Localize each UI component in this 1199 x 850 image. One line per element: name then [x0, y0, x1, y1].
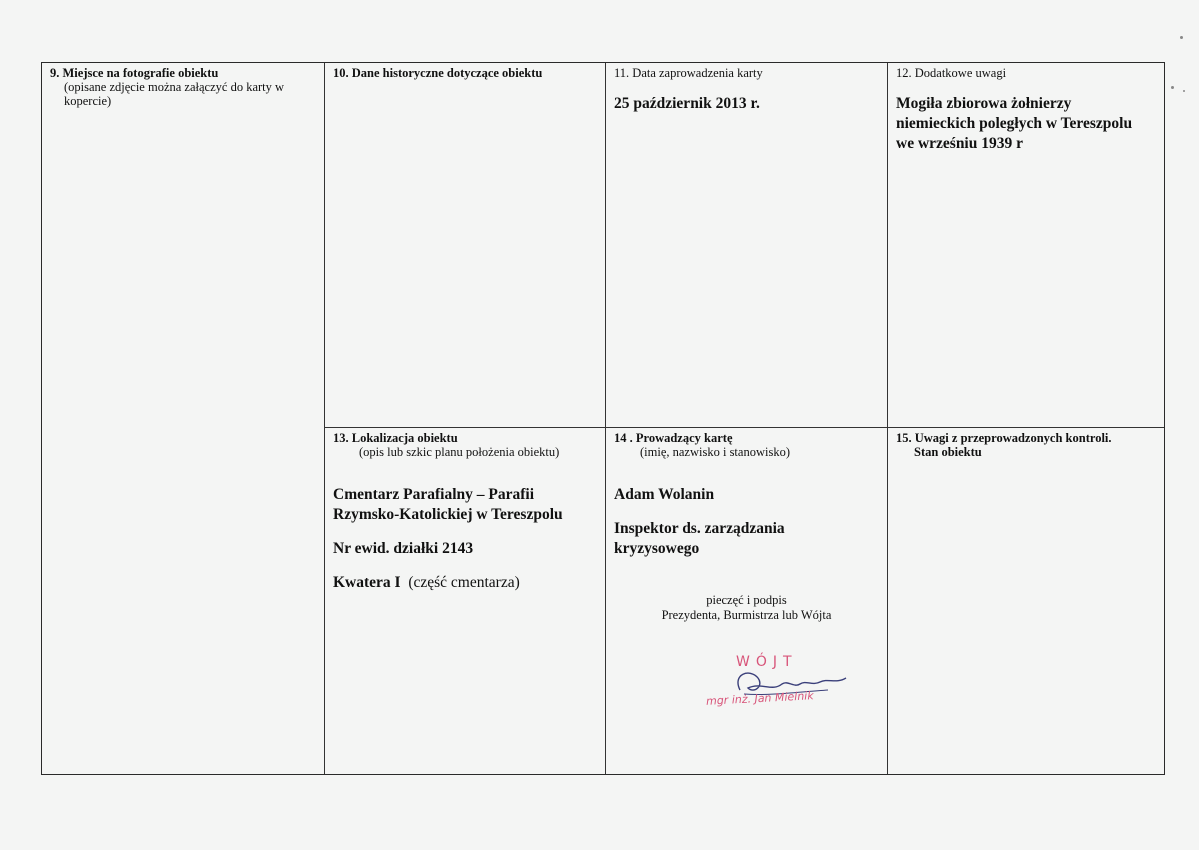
- section-13-location: [325, 428, 605, 774]
- section-15-subtitle: Stan obiektu: [914, 445, 982, 459]
- section-15-title: 15. Uwagi z przeprowadzonych kontroli.: [896, 431, 1112, 445]
- section-14-note: (imię, nazwisko i stanowisko): [640, 445, 790, 459]
- scan-speck: [1183, 90, 1185, 92]
- scan-speck: [1180, 36, 1183, 39]
- section-14-author: [606, 428, 887, 774]
- section-14-title: 14 . Prowadzący kartę: [614, 431, 733, 445]
- section-11-title: 11. Data zaprowadzenia karty: [614, 66, 763, 80]
- section-9-photo: [42, 63, 324, 774]
- section-10-history: [325, 63, 605, 427]
- section-13-quarter-label: Kwatera I: [333, 574, 401, 591]
- section-12-title: 12. Dodatkowe uwagi: [896, 66, 1007, 80]
- signature-label-line-2: Prezydenta, Burmistrza lub Wójta: [661, 608, 832, 622]
- section-14-name: Adam Wolanin: [614, 486, 715, 503]
- section-10-title: 10. Dane historyczne dotyczące obiektu: [333, 66, 543, 80]
- section-13-plot-number: Nr ewid. działki 2143: [333, 540, 474, 557]
- section-13-quarter: [333, 573, 597, 593]
- scan-speck: [1171, 86, 1174, 89]
- section-9-title: 9. Miejsce na fotografie obiektu: [50, 66, 219, 80]
- section-13-note: (opis lub szkic planu położenia obiektu): [359, 445, 560, 459]
- section-14-position: Inspektor ds. zarządzania kryzysowego: [614, 520, 785, 557]
- section-15-inspections: [888, 428, 1164, 774]
- section-11-date: [606, 63, 887, 427]
- form-table: [41, 62, 1165, 775]
- section-13-title: 13. Lokalizacja obiektu: [333, 431, 458, 445]
- section-11-value: 25 październik 2013 r.: [614, 95, 760, 112]
- section-13-cemetery: Cmentarz Parafialny – Parafii Rzymsko-Katolickiej w Tereszpolu: [333, 486, 563, 523]
- section-9-note: (opisane zdjęcie można załączyć do karty w kopercie): [64, 80, 285, 108]
- stamp-name: mgr inż. Jan Mielnik: [705, 689, 815, 708]
- section-13-quarter-note: (część cmentarza): [408, 574, 520, 591]
- section-12-value: Mogiła zbiorowa żołnierzy niemieckich poległych w Tereszpolu we wrześniu 1939 r: [896, 95, 1133, 152]
- stamp-title: WÓJT: [736, 654, 798, 670]
- section-12-remarks: [888, 63, 1164, 427]
- signature-label-line-1: pieczęć i podpis: [706, 593, 787, 607]
- signature-label: [614, 593, 879, 623]
